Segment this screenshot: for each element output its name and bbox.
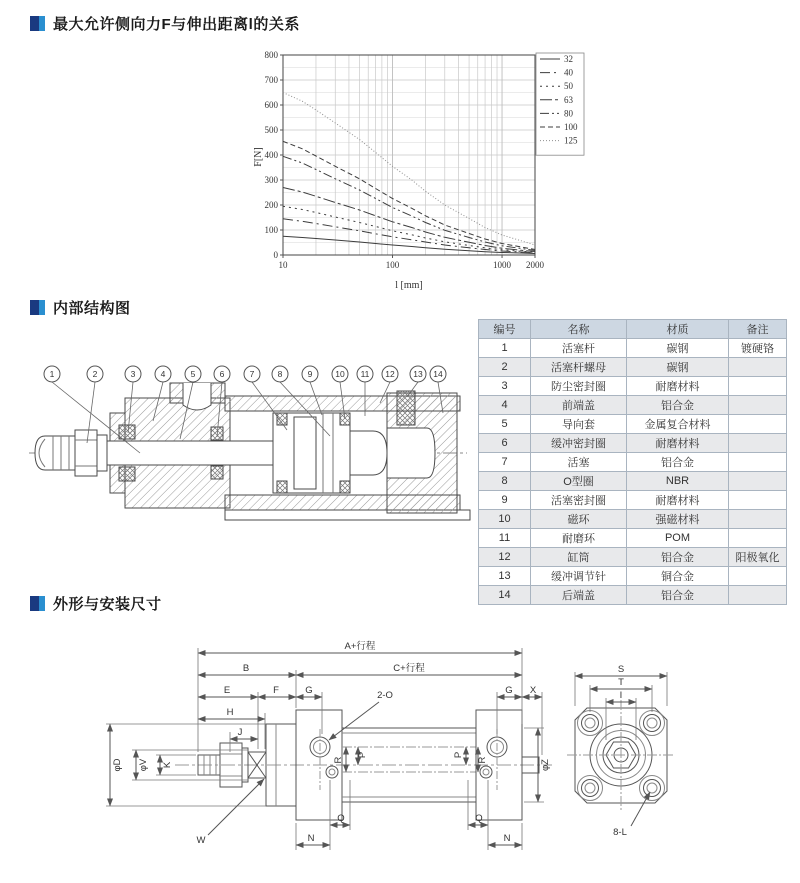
table-header-cell: 编号 — [479, 320, 531, 339]
table-cell: 4 — [479, 396, 531, 415]
y-tick-label: 600 — [264, 100, 278, 110]
table-row — [479, 491, 787, 510]
x-tick-label: 10 — [278, 260, 288, 270]
x-tick-label: 100 — [385, 260, 400, 270]
dim-label-phi-z: φZ — [540, 759, 551, 771]
x-axis-label: l [mm] — [395, 280, 423, 291]
title-square-icon — [30, 16, 45, 31]
dim-label-h: H — [226, 707, 234, 718]
callout-number: 8 — [277, 369, 283, 379]
dim-label-b: B — [242, 663, 250, 674]
y-tick-label: 0 — [273, 250, 278, 260]
y-tick-label: 800 — [264, 50, 278, 60]
callout-number: 2 — [92, 369, 98, 379]
table-cell: 11 — [479, 529, 531, 548]
table-cell: 磁环 — [531, 510, 627, 529]
outline-drawing — [80, 628, 770, 883]
table-cell — [729, 567, 787, 586]
section-title-side-force — [30, 13, 300, 34]
callout-number: 9 — [307, 369, 313, 379]
table-row — [479, 548, 787, 567]
table-cell: 缸筒 — [531, 548, 627, 567]
dim-label-phi-v: φV — [138, 758, 149, 772]
y-axis-label: F[N] — [253, 147, 264, 167]
y-tick-label: 500 — [264, 125, 278, 135]
end-view — [567, 700, 675, 811]
callout-number: 7 — [249, 369, 255, 379]
table-cell: 铜合金 — [627, 567, 729, 586]
dim-label-t: T — [618, 677, 624, 688]
title-square-icon — [30, 300, 45, 315]
dim-label-g-right: G — [505, 685, 513, 696]
callout-number: 6 — [219, 369, 225, 379]
table-cell: 铝合金 — [627, 548, 729, 567]
dim-label-q-right: Q — [475, 813, 483, 824]
structure-table — [478, 319, 787, 605]
dim-label-q-left: Q — [337, 813, 345, 824]
legend-label: 100 — [564, 122, 578, 132]
callout-number: 14 — [433, 369, 443, 379]
table-cell: 缓冲密封圈 — [531, 434, 627, 453]
table-cell — [729, 396, 787, 415]
table-cell: 1 — [479, 339, 531, 358]
outline-drawing-svg — [80, 628, 770, 878]
y-tick-label: 700 — [264, 75, 278, 85]
table-row — [479, 339, 787, 358]
table-cell: 10 — [479, 510, 531, 529]
table-cell: 前端盖 — [531, 396, 627, 415]
table-row — [479, 529, 787, 548]
table-row — [479, 415, 787, 434]
chart-plot — [253, 50, 545, 291]
dim-label-i: I — [619, 690, 623, 701]
table-cell: 碳钢 — [627, 358, 729, 377]
table-cell: 导向套 — [531, 415, 627, 434]
y-tick-label: 200 — [264, 200, 278, 210]
table-cell — [729, 358, 787, 377]
table-cell: O型圈 — [531, 472, 627, 491]
side-force-chart-svg — [230, 45, 595, 293]
table-cell: 13 — [479, 567, 531, 586]
table-cell: 8 — [479, 472, 531, 491]
table-cell: 铝合金 — [627, 396, 729, 415]
table-row — [479, 586, 787, 605]
dimension-labels — [112, 640, 627, 846]
dim-label-p-right: P — [453, 751, 464, 759]
section-title-structure — [30, 297, 131, 318]
table-cell — [729, 529, 787, 548]
dim-label-f: F — [273, 685, 279, 696]
table-cell: 金属复合材料 — [627, 415, 729, 434]
table-cell: 2 — [479, 358, 531, 377]
dim-label-w: W — [196, 835, 206, 846]
dim-label-c-stroke: C+行程 — [393, 663, 425, 674]
table-row — [479, 377, 787, 396]
table-cell: 后端盖 — [531, 586, 627, 605]
table-cell: 活塞杆螺母 — [531, 358, 627, 377]
table-cell: 3 — [479, 377, 531, 396]
table-cell: POM — [627, 529, 729, 548]
table-cell — [729, 510, 787, 529]
table-cell: 14 — [479, 586, 531, 605]
table-header-cell: 材质 — [627, 320, 729, 339]
dim-label-p-left: P — [357, 751, 368, 759]
dim-label-g-left: G — [305, 685, 313, 696]
dim-label-r-right: R — [477, 756, 488, 764]
dim-label-n-right: N — [503, 833, 511, 844]
y-tick-label: 400 — [264, 150, 278, 160]
dim-label-r-left: R — [333, 756, 344, 764]
callout-number: 11 — [360, 369, 370, 379]
dim-label-j: J — [237, 727, 243, 738]
cylinder-cross-section — [15, 353, 477, 545]
legend-label: 50 — [564, 81, 573, 92]
table-cell — [729, 586, 787, 605]
table-cell: 活塞密封圈 — [531, 491, 627, 510]
legend-label: 125 — [564, 135, 578, 146]
table-cell — [729, 434, 787, 453]
table-cell: 碳钢 — [627, 339, 729, 358]
side-view — [175, 710, 552, 820]
table-cell: 强磁材料 — [627, 510, 729, 529]
callout-number: 13 — [413, 369, 423, 379]
table-row — [479, 453, 787, 472]
dim-label-phi-d: φD — [112, 758, 123, 772]
table-cell: 12 — [479, 548, 531, 567]
table-cell: 阳极氧化 — [729, 548, 787, 567]
y-tick-label: 300 — [264, 175, 278, 185]
x-tick-label: 1000 — [493, 260, 512, 270]
table-cell: 活塞 — [531, 453, 627, 472]
table-row — [479, 396, 787, 415]
dim-label-n-left: N — [307, 833, 315, 844]
legend-label: 32 — [564, 54, 573, 64]
table-cell: 耐磨环 — [531, 529, 627, 548]
table-cell: 镀硬铬 — [729, 339, 787, 358]
table-header-cell: 备注 — [729, 320, 787, 339]
table-row — [479, 472, 787, 491]
table-cell — [729, 377, 787, 396]
dim-label-eight-l: 8-L — [613, 827, 627, 838]
dim-label-e: E — [223, 685, 231, 696]
page-title: 最大允许侧向力F与伸出距离l的关系 — [53, 16, 300, 33]
y-tick-label: 100 — [264, 225, 278, 235]
callout-number: 3 — [130, 369, 136, 379]
dim-label-a-stroke: A+行程 — [344, 641, 376, 652]
section-title-text: 内部结构图 — [53, 300, 131, 317]
table-cell: 耐磨材料 — [627, 491, 729, 510]
callout-number: 1 — [49, 369, 55, 379]
table-cell: 铝合金 — [627, 586, 729, 605]
cross-section-linework — [29, 383, 470, 520]
table-cell: 9 — [479, 491, 531, 510]
table-row — [479, 434, 787, 453]
table-cell: NBR — [627, 472, 729, 491]
dim-label-k: K — [162, 761, 173, 769]
table-cell: 6 — [479, 434, 531, 453]
legend-label: 40 — [564, 67, 573, 78]
table-cell: 缓冲调节针 — [531, 567, 627, 586]
section-title-text: 外形与安装尺寸 — [53, 596, 162, 613]
table-cell — [729, 472, 787, 491]
callout-number: 12 — [385, 369, 395, 379]
table-cell: 铝合金 — [627, 453, 729, 472]
callout-number: 10 — [335, 369, 345, 379]
structure-diagram — [15, 353, 477, 550]
table-cell: 5 — [479, 415, 531, 434]
legend-label: 80 — [564, 108, 573, 119]
table-cell: 防尘密封圈 — [531, 377, 627, 396]
table-cell — [729, 491, 787, 510]
table-cell: 活塞杆 — [531, 339, 627, 358]
table-cell: 7 — [479, 453, 531, 472]
table-cell: 耐磨材料 — [627, 434, 729, 453]
x-tick-label: 2000 — [526, 260, 544, 270]
table-cell — [729, 453, 787, 472]
dim-label-two-o: 2-O — [377, 690, 393, 701]
chart-legend — [536, 53, 584, 155]
table-row — [479, 358, 787, 377]
table-row — [479, 567, 787, 586]
dim-label-x: X — [529, 685, 537, 696]
title-square-icon — [30, 596, 45, 611]
callout-number: 4 — [160, 369, 166, 379]
side-force-chart — [230, 45, 595, 298]
table-header-cell: 名称 — [531, 320, 627, 339]
table-row — [479, 510, 787, 529]
table-cell: 耐磨材料 — [627, 377, 729, 396]
callout-number: 5 — [190, 369, 196, 379]
legend-label: 63 — [564, 94, 573, 105]
section-title-dimensions — [30, 593, 162, 614]
table-cell — [729, 415, 787, 434]
dim-label-s: S — [617, 664, 625, 675]
